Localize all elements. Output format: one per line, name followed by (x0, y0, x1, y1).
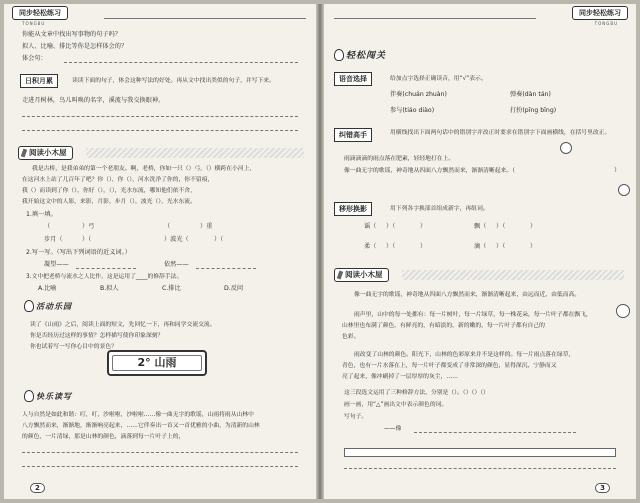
left-header-line (104, 18, 306, 19)
answer-line[interactable] (22, 130, 298, 131)
passage-line: 我是古桥，是我弟弟的第一个老朋友。啊，老桥，你如一只（）弓，（）横跨在小河上， (32, 166, 256, 172)
correction-close: ） (614, 167, 621, 174)
passage-line: 像一曲无字的歌谣，神奇地从四面八方飘然而来，渐渐清晰起来，由远而近，由低而高。 (354, 292, 581, 298)
radical-item[interactable]: 柔（ (364, 243, 377, 250)
right-header-tab: 同步轻松练习 (572, 6, 628, 20)
fill-item[interactable]: 步月（ (44, 236, 63, 243)
fill-item[interactable]: ）（ (214, 236, 224, 243)
fill-item[interactable]: （ (44, 223, 51, 230)
passage-line: 山林里也布满了颜色，有鲜亮的，有暗淡的，新的嫩的，每一片叶子都有自己的 (342, 323, 545, 329)
choice-c[interactable]: C.排比 (162, 285, 181, 292)
section-divider (402, 270, 624, 280)
right-page (324, 4, 636, 499)
radical-item[interactable]: ）（ (386, 243, 396, 250)
question-rhetoric: 这三段选文运用了三种修辞方法，分别是（）。（）（）（） (344, 390, 489, 396)
passage-line: 我开始这文中的人影，来影，月影，步月（），波光（），光水东流。 (22, 199, 196, 205)
fill-item[interactable]: ）弓 (82, 223, 95, 230)
answer-line[interactable] (22, 466, 298, 467)
passage-line: 在这河水上站了几百年了吧？你（），你（），河水洗净了你的，你不留痕， (22, 177, 214, 183)
star-icon (618, 184, 630, 196)
pinyin-item[interactable]: 伴奏(chuán zhuàn) (390, 91, 447, 98)
pinyin-item[interactable]: 弹奏(dàn tán) (510, 91, 551, 98)
pencil-icon (337, 271, 343, 280)
question-draw: 画一画，用“△”画出文中表示颜色的词。 (344, 402, 448, 408)
left-page (4, 4, 316, 499)
page-number: 3 (595, 483, 610, 493)
answer-box[interactable] (344, 448, 616, 457)
right-header-line (334, 18, 536, 19)
radical-item[interactable]: 谣（ (364, 223, 377, 230)
book-spine (316, 4, 324, 499)
radical-item[interactable]: ） (420, 223, 427, 230)
page-number: 2 (30, 483, 45, 493)
pencil-icon (21, 149, 27, 158)
answer-line[interactable] (414, 432, 576, 433)
daily-accumulation-instructions: 读读下面的句子，体会这种写法的好处。再从文中找出类似的句子，并写下来。 (72, 78, 275, 84)
fill-item[interactable]: ）（ (82, 236, 92, 243)
answer-line[interactable] (64, 62, 298, 63)
radical-swap-label: 移形换影 (334, 202, 372, 216)
correction-item: 像一曲无字的歌谣，神奇地从四面八方飘然而来，渐渐清晰起来。（ (344, 168, 516, 174)
cartoon-figure-icon (334, 49, 344, 61)
easy-challenge-title: 轻松闯关 (334, 48, 386, 61)
pinwheel-icon (560, 142, 572, 154)
cartoon-figure-icon (24, 300, 34, 312)
pinyin-item[interactable]: 参与(tiáo diào) (390, 107, 435, 114)
answer-line[interactable] (22, 452, 298, 453)
answer-line[interactable] (344, 468, 616, 469)
activity-park-title: 活动乐园 (24, 300, 72, 312)
correction-item: 雨滴滴滴的雨点落在肥素，轻轻地打在上。 (344, 156, 455, 162)
passage-line: 雨改变了山林的颜色。阳光下，山林的色彩原来并不是这样的。每一片雨点落在绿草， (354, 352, 575, 358)
answer-line[interactable] (196, 268, 256, 269)
happy-reading-title: 快乐读写 (24, 390, 72, 402)
reading-hut-title: 阅读小木屋 (18, 146, 73, 160)
pinyin-instructions: 给加点字选择正确读音，用“√”表示。 (390, 76, 487, 82)
question-write: 写句子。 (344, 414, 368, 420)
radical-item[interactable]: 滴（ (474, 243, 487, 250)
daily-accumulation-label: 日积月累 (20, 74, 58, 88)
question-write: 2.写一写。（写出下列词语的近义词。） (26, 249, 131, 256)
question-fill: 1.填一填。 (26, 211, 57, 218)
radical-swap-instructions: 用下列各字换部首组成新字，再组词。 (390, 206, 489, 212)
radical-item[interactable]: ）（ (496, 243, 506, 250)
reading-line: 的颜色，一片清绿，那是山林的颜色，滴落到每一片叶子上的， (22, 434, 185, 440)
choice-d[interactable]: D.反问 (224, 285, 244, 292)
left-header-tab: 同步轻松练习 (12, 6, 68, 20)
radical-item[interactable]: ）（ (386, 223, 396, 230)
passage-line: 色彩。 (342, 334, 360, 340)
answer-line[interactable] (76, 268, 136, 269)
cartoon-figure-icon (24, 390, 34, 402)
right-header-sub: TONGBU (594, 21, 618, 26)
passage-line: 雨声里，山中的每一处都有：每一片树叶，每一片绿草，每一株花朵，每一片叶子都在飘飞， (354, 312, 592, 318)
fill-item[interactable]: ）重 (200, 223, 213, 230)
passage-line: 青色，也有一片水落在上，每一片叶子都变成了非常深的颜色，显得深沉、宁静而又 (342, 363, 557, 369)
write-prompt: ——像 (384, 426, 402, 432)
activity-line: 你也试着写一写你心目中的景色？ (30, 344, 117, 350)
radical-item[interactable]: ） (530, 243, 537, 250)
top-question-1: 你能从文章中找出写事物的句子吗？ (22, 31, 121, 38)
pair-label: 依然—— (164, 261, 189, 268)
error-correction-label: 纠错高手 (334, 128, 372, 142)
pair-label: 凝望—— (44, 261, 69, 268)
activity-line: 你是否经历过这样的事情？怎样描写使你印象深刻？ (30, 333, 164, 339)
reading-line: 人与自然是如此和谐：叮，叮，沙啦啦，沙啦啦……像一曲无字的歌谣，山雨将雨从山林中 (22, 412, 254, 418)
top-question-3: 体会句： (22, 55, 47, 62)
reading-hut-title: 阅读小木屋 (334, 268, 389, 282)
radical-item[interactable]: ） (420, 243, 427, 250)
example-sentence: 走进月树林，鸟儿叫唤的名字，溪流与我交换眼神。 (22, 97, 165, 104)
question-choice: 3.文中把老桥与流水之人比作，这是运用了____的修辞手法。 (26, 274, 183, 280)
answer-line[interactable] (22, 116, 298, 117)
error-correction-instructions: 用横线找出下面两句话中的错别字并改正时要求在错别字下面画横线，在括号里改正。 (390, 130, 611, 136)
choice-a[interactable]: A.比喻 (38, 285, 57, 292)
fill-item[interactable]: ）波光（ (164, 236, 189, 243)
activity-line: 读了《山雨》之后，阅读上面的短文，先回忆一下，再和同学交流交流。 (30, 322, 216, 328)
lesson-title: 2° 山雨 (107, 350, 207, 376)
radical-item[interactable]: ）（ (496, 223, 506, 230)
radical-item[interactable]: ） (530, 223, 537, 230)
pinyin-item[interactable]: 打扮(pīng bīng) (510, 107, 557, 114)
radical-item[interactable]: 飘（ (474, 223, 487, 230)
top-question-2: 拟人、比喻、排比等你是怎样体会的？ (22, 43, 128, 50)
pinyin-choice-label: 语音选择 (334, 72, 372, 86)
left-header-sub: TONGBU (22, 21, 46, 26)
choice-b[interactable]: B.拟人 (100, 285, 119, 292)
passage-line: 亮了起来，像冲刷掉了一层厚厚的灰尘，…… (342, 374, 458, 380)
fill-item[interactable]: （ (164, 223, 171, 230)
passage-line: 我（）而读到了你（），你好（），（），光水东流，哪知他们依不舍， (22, 188, 196, 194)
reading-line: 八方飘然而来，渐渐地，渐渐响亮起来，……它伴奏出一首又一首优雅的小曲，为清新的山林 (22, 423, 260, 429)
smiley-icon (616, 304, 630, 318)
section-divider (86, 148, 304, 158)
